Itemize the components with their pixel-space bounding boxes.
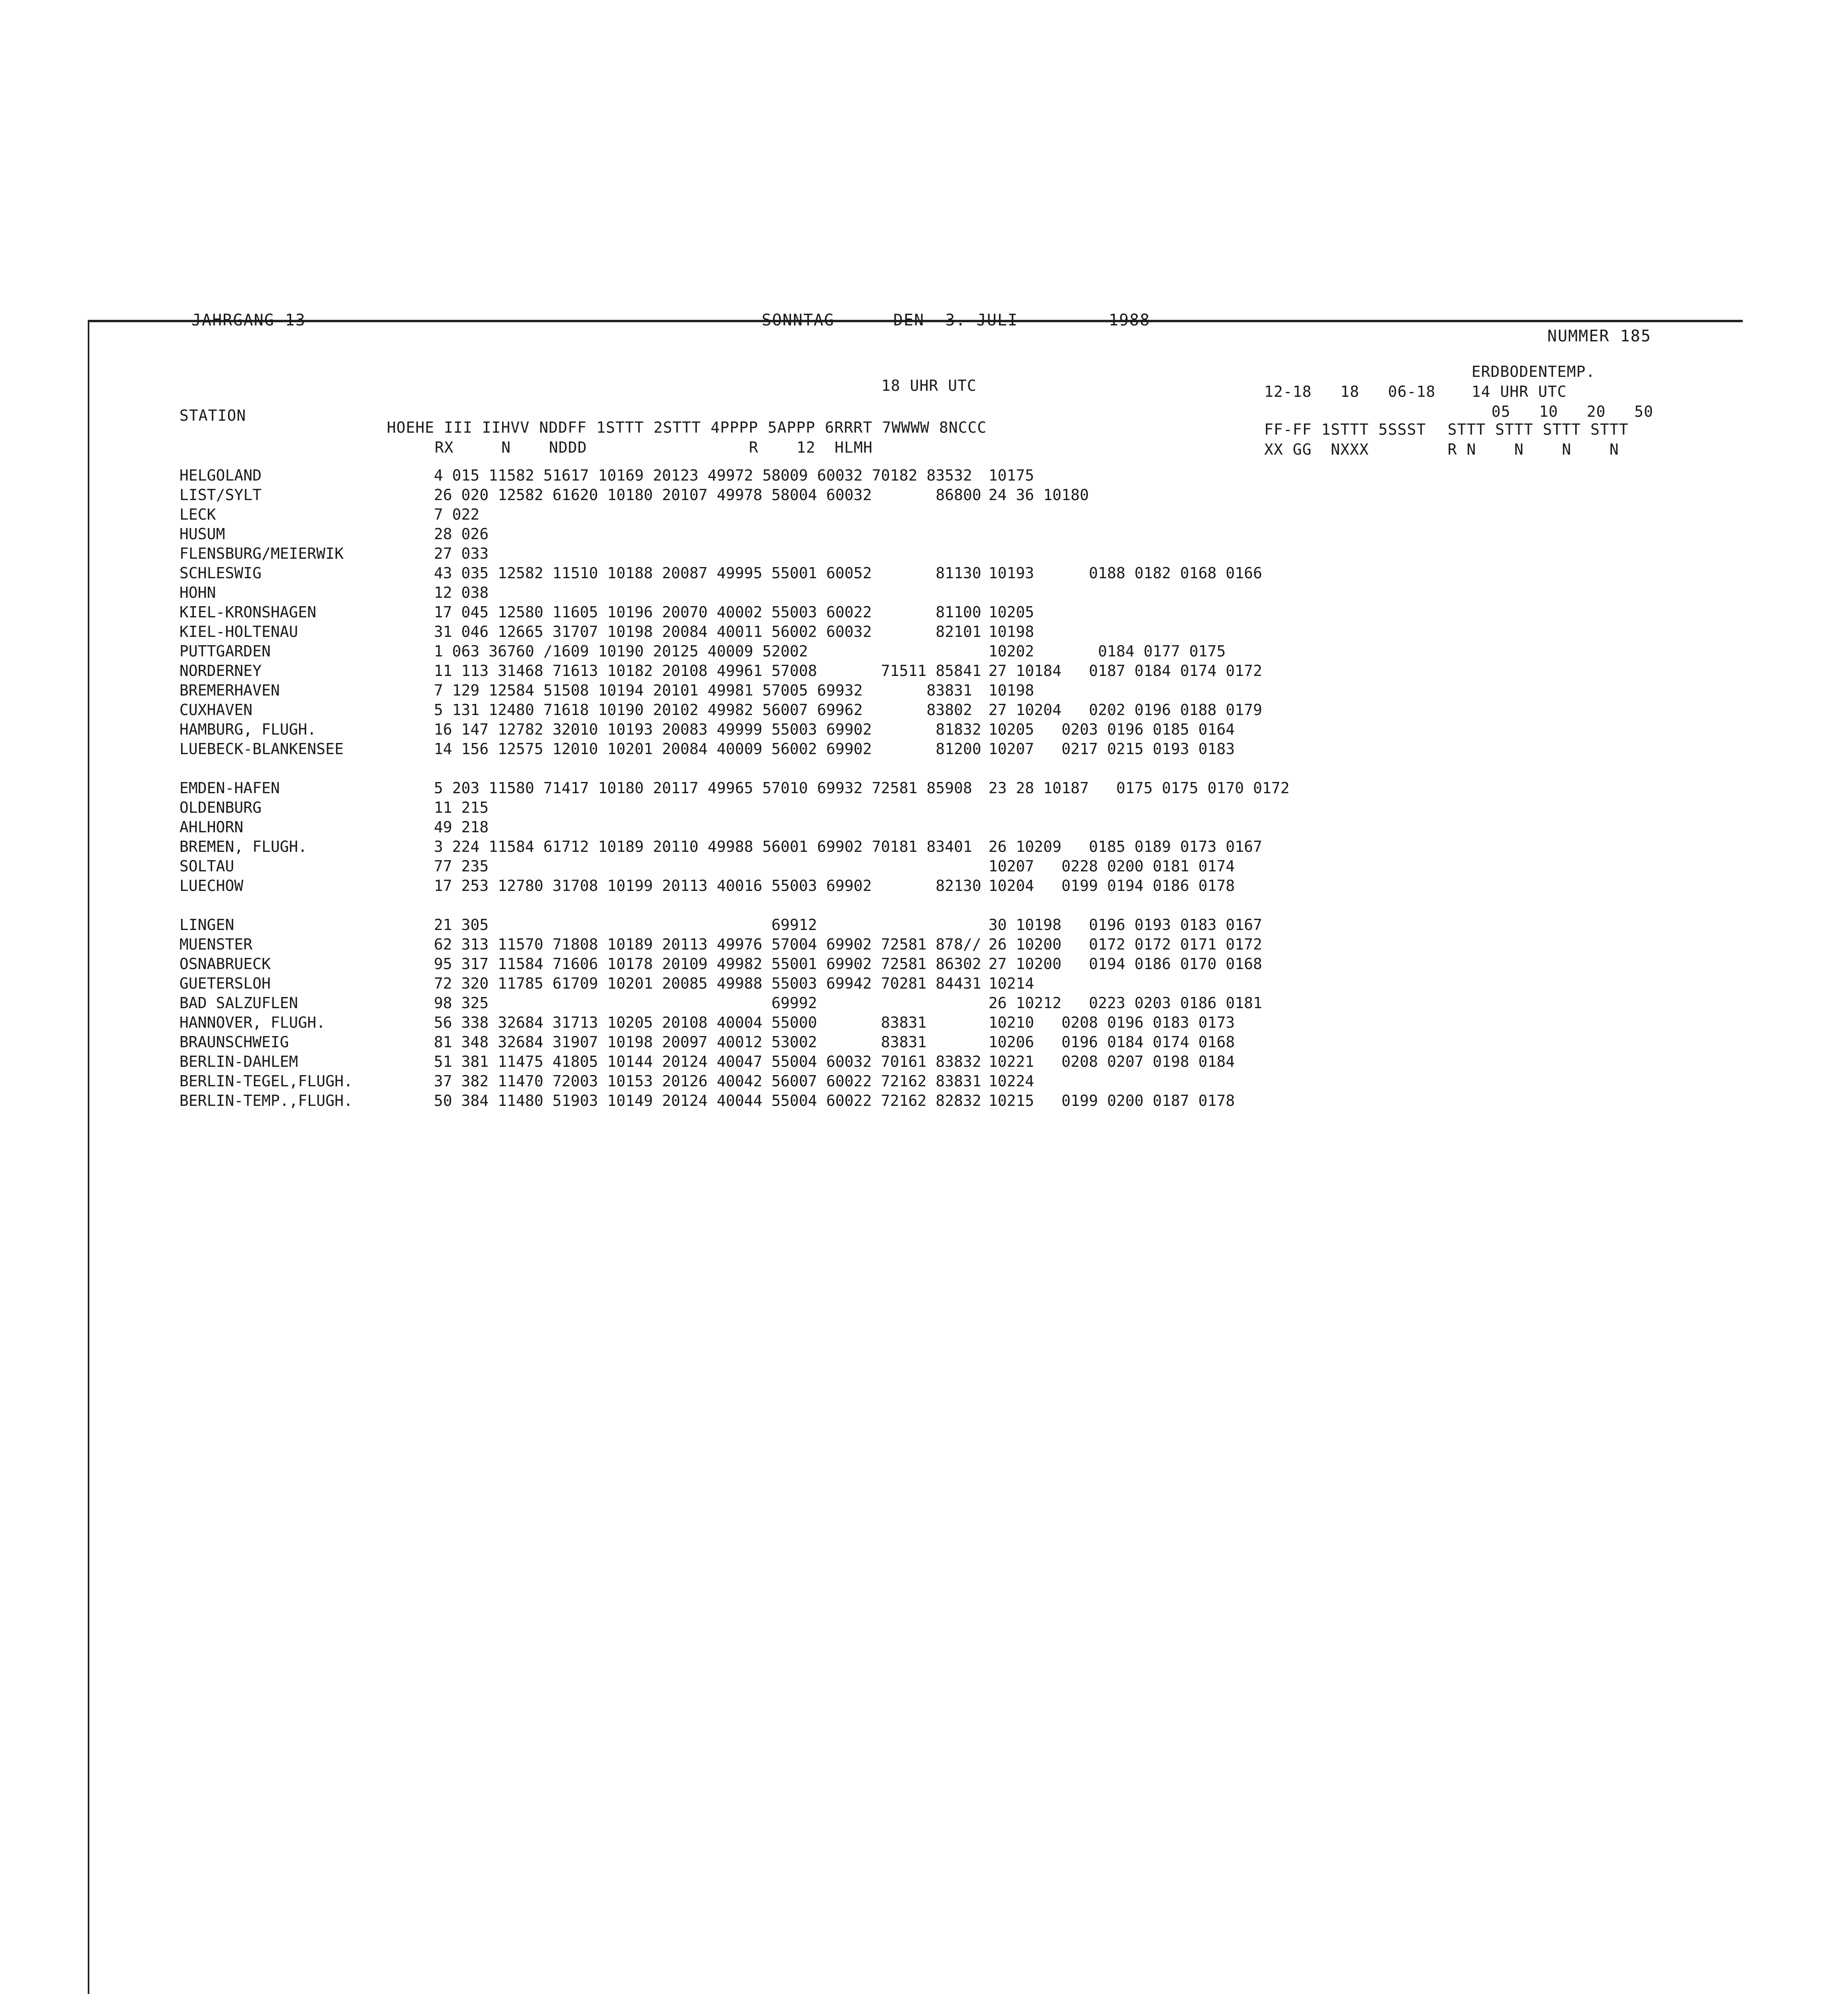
mountain-mark [403, 467, 427, 486]
synop-data: 98 325 69992 [434, 994, 817, 1012]
station-name: LINGEN [179, 916, 234, 934]
mountain-mark [403, 975, 427, 994]
synop-data: 81 348 32684 31907 10198 20097 40012 53002 83831 [434, 1033, 927, 1051]
table-row [179, 897, 1290, 916]
table-row [179, 1033, 1290, 1053]
station-name: BREMERHAVEN [179, 682, 280, 699]
year: 1988 [1109, 311, 1151, 329]
extra-data: 10198 [988, 682, 1034, 699]
code-header-1: HOEHE III IIHVV NDDFF 1STTT 2STTT 4PPPP 5APPP 6RRRT 7WWWW 8NCCC [387, 419, 987, 436]
extra-data [981, 525, 1290, 545]
synop-data: 14 156 12575 12010 10201 20084 40009 56002 69902 81200 [434, 740, 981, 758]
station-name: HELGOLAND [179, 467, 262, 484]
table-row [179, 838, 1290, 857]
synop-data: 16 147 12782 32010 10193 20083 49999 55003 69902 81832 [434, 721, 981, 738]
station-header: STATION [179, 407, 246, 424]
station-name: PUTTGARDEN [179, 642, 271, 660]
mountain-mark [403, 936, 427, 955]
extra-data [981, 760, 1290, 779]
ff-header: FF-FF 1STTT 5SSST [1264, 421, 1426, 438]
station-name [179, 897, 403, 916]
synop-data: 17 045 12580 11605 10196 20070 40002 55003 60022 81100 [434, 603, 981, 621]
mountain-mark [403, 916, 427, 936]
extra-data: 10205 [988, 603, 1034, 621]
synop-data: 5 203 11580 71417 10180 20117 49965 57010 69932 72581 85908 [434, 779, 972, 797]
station-name: BRAUNSCHWEIG [179, 1033, 289, 1051]
stt-sub-header: R N N N N [1448, 441, 1619, 458]
synop-data: 95 317 11584 71606 10178 20109 49982 55001 69902 72581 86302 [434, 955, 981, 973]
mountain-mark [403, 623, 427, 642]
extra-data: 10221 0208 0207 0198 0184 [988, 1053, 1235, 1070]
synop-data: 62 313 11570 71808 10189 20113 49976 57004 69902 72581 878// [434, 936, 981, 953]
mountain-mark [403, 1014, 427, 1033]
mountain-mark [403, 701, 427, 721]
xx-header: XX GG NXXX [1264, 441, 1369, 458]
date: DEN 3. JULI [893, 311, 1018, 329]
mountain-mark [403, 1033, 427, 1053]
table-row [179, 799, 1290, 818]
table-row [179, 1092, 1290, 1111]
station-name: EMDEN-HAFEN [179, 779, 280, 797]
mountain-mark [403, 545, 427, 564]
station-name: HOHN [179, 584, 216, 601]
station-name: OSNABRUECK [179, 955, 271, 973]
synop-data: 1 063 36760 /1609 10190 20125 40009 52002 [434, 642, 808, 660]
mountain-mark [403, 564, 427, 584]
table-row [179, 1053, 1290, 1072]
synop-data: 26 020 12582 61620 10180 20107 49978 58004 60032 86800 [434, 486, 981, 504]
mountain-mark [403, 838, 427, 857]
extra-data: 10207 0217 0215 0193 0183 [988, 740, 1235, 758]
table-row [179, 760, 1290, 779]
extra-data: 10206 0196 0184 0174 0168 [988, 1033, 1235, 1051]
issue-number: NUMMER 185 [1547, 327, 1651, 345]
synop-data: 31 046 12665 31707 10198 20084 40011 56002 60032 82101 [434, 623, 981, 640]
synop-data: 21 305 69912 [434, 916, 817, 934]
mountain-mark [403, 721, 427, 740]
extra-data: 10214 [988, 975, 1034, 992]
extra-data [981, 545, 1290, 564]
table-row [179, 564, 1290, 584]
station-name: KIEL-HOLTENAU [179, 623, 298, 640]
mountain-mark [403, 584, 427, 603]
mountain-mark [403, 1072, 427, 1092]
station-name: FLENSBURG/MEIERWIK [179, 545, 344, 562]
extra-data: 10202 0184 0177 0175 [988, 642, 1226, 660]
synop-data: 4 015 11582 51617 10169 20123 49972 58009 60032 70182 83532 [434, 467, 972, 484]
table-row [179, 955, 1290, 975]
mountain-mark [403, 1053, 427, 1072]
mountain-mark [403, 642, 427, 662]
synop-data: 12 038 [434, 584, 489, 601]
stt-header: STTT STTT STTT STTT [1448, 421, 1629, 438]
extra-data: 27 10204 0202 0196 0188 0179 [988, 701, 1263, 719]
synop-data: 72 320 11785 61709 10201 20085 49988 55003 69942 70281 84431 [434, 975, 981, 992]
weekday: SONNTAG [762, 311, 835, 329]
mountain-mark [403, 525, 427, 545]
table-row [179, 486, 1290, 506]
mountain-mark [403, 682, 427, 701]
mountain-mark [403, 857, 427, 877]
station-name: BERLIN-TEMP.,FLUGH. [179, 1092, 353, 1109]
extra-data: 10215 0199 0200 0187 0178 [988, 1092, 1235, 1109]
table-row [179, 1072, 1290, 1092]
code-header-2: RX N NDDD R 12 HLMH [435, 439, 873, 456]
extra-data: 26 10212 0223 0203 0186 0181 [988, 994, 1263, 1012]
synop-data: 7 022 [434, 506, 480, 523]
table-row [179, 701, 1290, 721]
station-name: BREMEN, FLUGH. [179, 838, 307, 855]
table-row [179, 642, 1290, 662]
time-header: 18 UHR UTC [881, 377, 977, 394]
table-row [179, 623, 1290, 642]
mountain-mark [403, 740, 427, 760]
synop-data: 7 129 12584 51508 10194 20101 49981 57005 69932 83831 [434, 682, 972, 699]
extra-data: 10175 [988, 467, 1034, 484]
station-name: SCHLESWIG [179, 564, 262, 582]
synop-data: 11 113 31468 71613 10182 20108 49961 57008 71511 85841 [434, 662, 981, 680]
extra-data: 10224 [988, 1072, 1034, 1090]
table-row [179, 506, 1290, 525]
table-row [179, 994, 1290, 1014]
table-row [179, 545, 1290, 564]
extra-data [981, 897, 1290, 916]
table-row [179, 936, 1290, 955]
period-header: 12-18 18 06-18 [1264, 383, 1436, 400]
table-row [179, 682, 1290, 701]
synop-data: 50 384 11480 51903 10149 20124 40044 55004 60022 72162 82832 [434, 1092, 981, 1109]
table-row [179, 721, 1290, 740]
synop-data [427, 760, 981, 779]
table-row [179, 662, 1290, 682]
mountain-mark [403, 760, 427, 779]
report-sheet [88, 311, 1743, 1994]
station-name: BAD SALZUFLEN [179, 994, 298, 1012]
table-row [179, 1014, 1290, 1033]
station-name: MUENSTER [179, 936, 253, 953]
table-row [179, 779, 1290, 799]
synop-data: 49 218 [434, 818, 489, 836]
station-name: AHLHORN [179, 818, 244, 836]
station-name: GUETERSLOH [179, 975, 271, 992]
mountain-mark [403, 779, 427, 799]
extra-data: 24 36 10180 [988, 486, 1089, 504]
station-name: HANNOVER, FLUGH. [179, 1014, 326, 1031]
jahrgang: JAHRGANG 13 [191, 311, 306, 329]
station-name: NORDERNEY [179, 662, 262, 680]
station-name: CUXHAVEN [179, 701, 253, 719]
extra-data: 10198 [988, 623, 1034, 640]
extra-data: 30 10198 0196 0193 0183 0167 [988, 916, 1263, 934]
synop-data: 5 131 12480 71618 10190 20102 49982 56007 69962 83802 [434, 701, 972, 719]
synop-data: 43 035 12582 11510 10188 20087 49995 55001 60052 81130 [434, 564, 981, 582]
table-row [179, 603, 1290, 623]
synop-data: 51 381 11475 41805 10144 20124 40047 55004 60032 70161 83832 [434, 1053, 981, 1070]
table-row [179, 857, 1290, 877]
station-name: LECK [179, 506, 216, 523]
station-name [179, 760, 403, 779]
synop-data: 27 033 [434, 545, 489, 562]
table-row [179, 584, 1290, 603]
mountain-mark [403, 897, 427, 916]
depth-header: 05 10 20 50 [1491, 403, 1653, 420]
station-name: OLDENBURG [179, 799, 262, 816]
mountain-mark [403, 877, 427, 897]
extra-data: 26 10200 0172 0172 0171 0172 [988, 936, 1263, 953]
station-name: HAMBURG, FLUGH. [179, 721, 317, 738]
table-row [179, 975, 1290, 994]
soil-temp-header: ERDBODENTEMP. [1472, 363, 1596, 380]
table-row [179, 916, 1290, 936]
extra-data: 10207 0228 0200 0181 0174 [988, 857, 1235, 875]
station-name: SOLTAU [179, 857, 234, 875]
extra-data [981, 818, 1290, 838]
synop-data: 37 382 11470 72003 10153 20126 40042 56007 60022 72162 83831 [434, 1072, 981, 1090]
synop-data: 3 224 11584 61712 10189 20110 49988 56001 69902 70181 83401 [434, 838, 972, 855]
left-rule [88, 320, 89, 1994]
mountain-mark [403, 1092, 427, 1111]
extra-data: 27 10184 0187 0184 0174 0172 [988, 662, 1263, 680]
extra-data [981, 584, 1290, 603]
extra-data: 10210 0208 0196 0183 0173 [988, 1014, 1235, 1031]
mountain-mark [403, 818, 427, 838]
table-row [179, 525, 1290, 545]
extra-data [981, 506, 1290, 525]
extra-data: 26 10209 0185 0189 0173 0167 [988, 838, 1263, 855]
synop-data [427, 897, 981, 916]
station-table [179, 467, 1290, 1111]
synop-data: 56 338 32684 31713 10205 20108 40004 55000 83831 [434, 1014, 927, 1031]
extra-data: 10193 0188 0182 0168 0166 [988, 564, 1263, 582]
mountain-mark [403, 506, 427, 525]
station-name: KIEL-KRONSHAGEN [179, 603, 317, 621]
synop-data: 11 215 [434, 799, 489, 816]
synop-data: 28 026 [434, 525, 489, 543]
extra-data: 27 10200 0194 0186 0170 0168 [988, 955, 1263, 973]
mountain-mark [403, 486, 427, 506]
table-row [179, 467, 1290, 486]
mountain-mark [403, 603, 427, 623]
mountain-mark [403, 662, 427, 682]
synop-data: 77 235 [434, 857, 489, 875]
extra-data: 10205 0203 0196 0185 0164 [988, 721, 1235, 738]
table-row [179, 818, 1290, 838]
extra-data: 10204 0199 0194 0186 0178 [988, 877, 1235, 895]
table-row [179, 740, 1290, 760]
extra-data: 23 28 10187 0175 0175 0170 0172 [988, 779, 1290, 797]
soil-temp-time: 14 UHR UTC [1472, 383, 1567, 400]
station-name: HUSUM [179, 525, 225, 543]
station-name: LUECHOW [179, 877, 244, 895]
mountain-mark [403, 799, 427, 818]
table-row [179, 877, 1290, 897]
station-name: LUEBECK-BLANKENSEE [179, 740, 344, 758]
extra-data [981, 799, 1290, 818]
station-name: LIST/SYLT [179, 486, 262, 504]
synop-data: 17 253 12780 31708 10199 20113 40016 55003 69902 82130 [434, 877, 981, 895]
station-name: BERLIN-DAHLEM [179, 1053, 298, 1070]
mountain-mark [403, 994, 427, 1014]
station-name: BERLIN-TEGEL,FLUGH. [179, 1072, 353, 1090]
mountain-mark [403, 955, 427, 975]
